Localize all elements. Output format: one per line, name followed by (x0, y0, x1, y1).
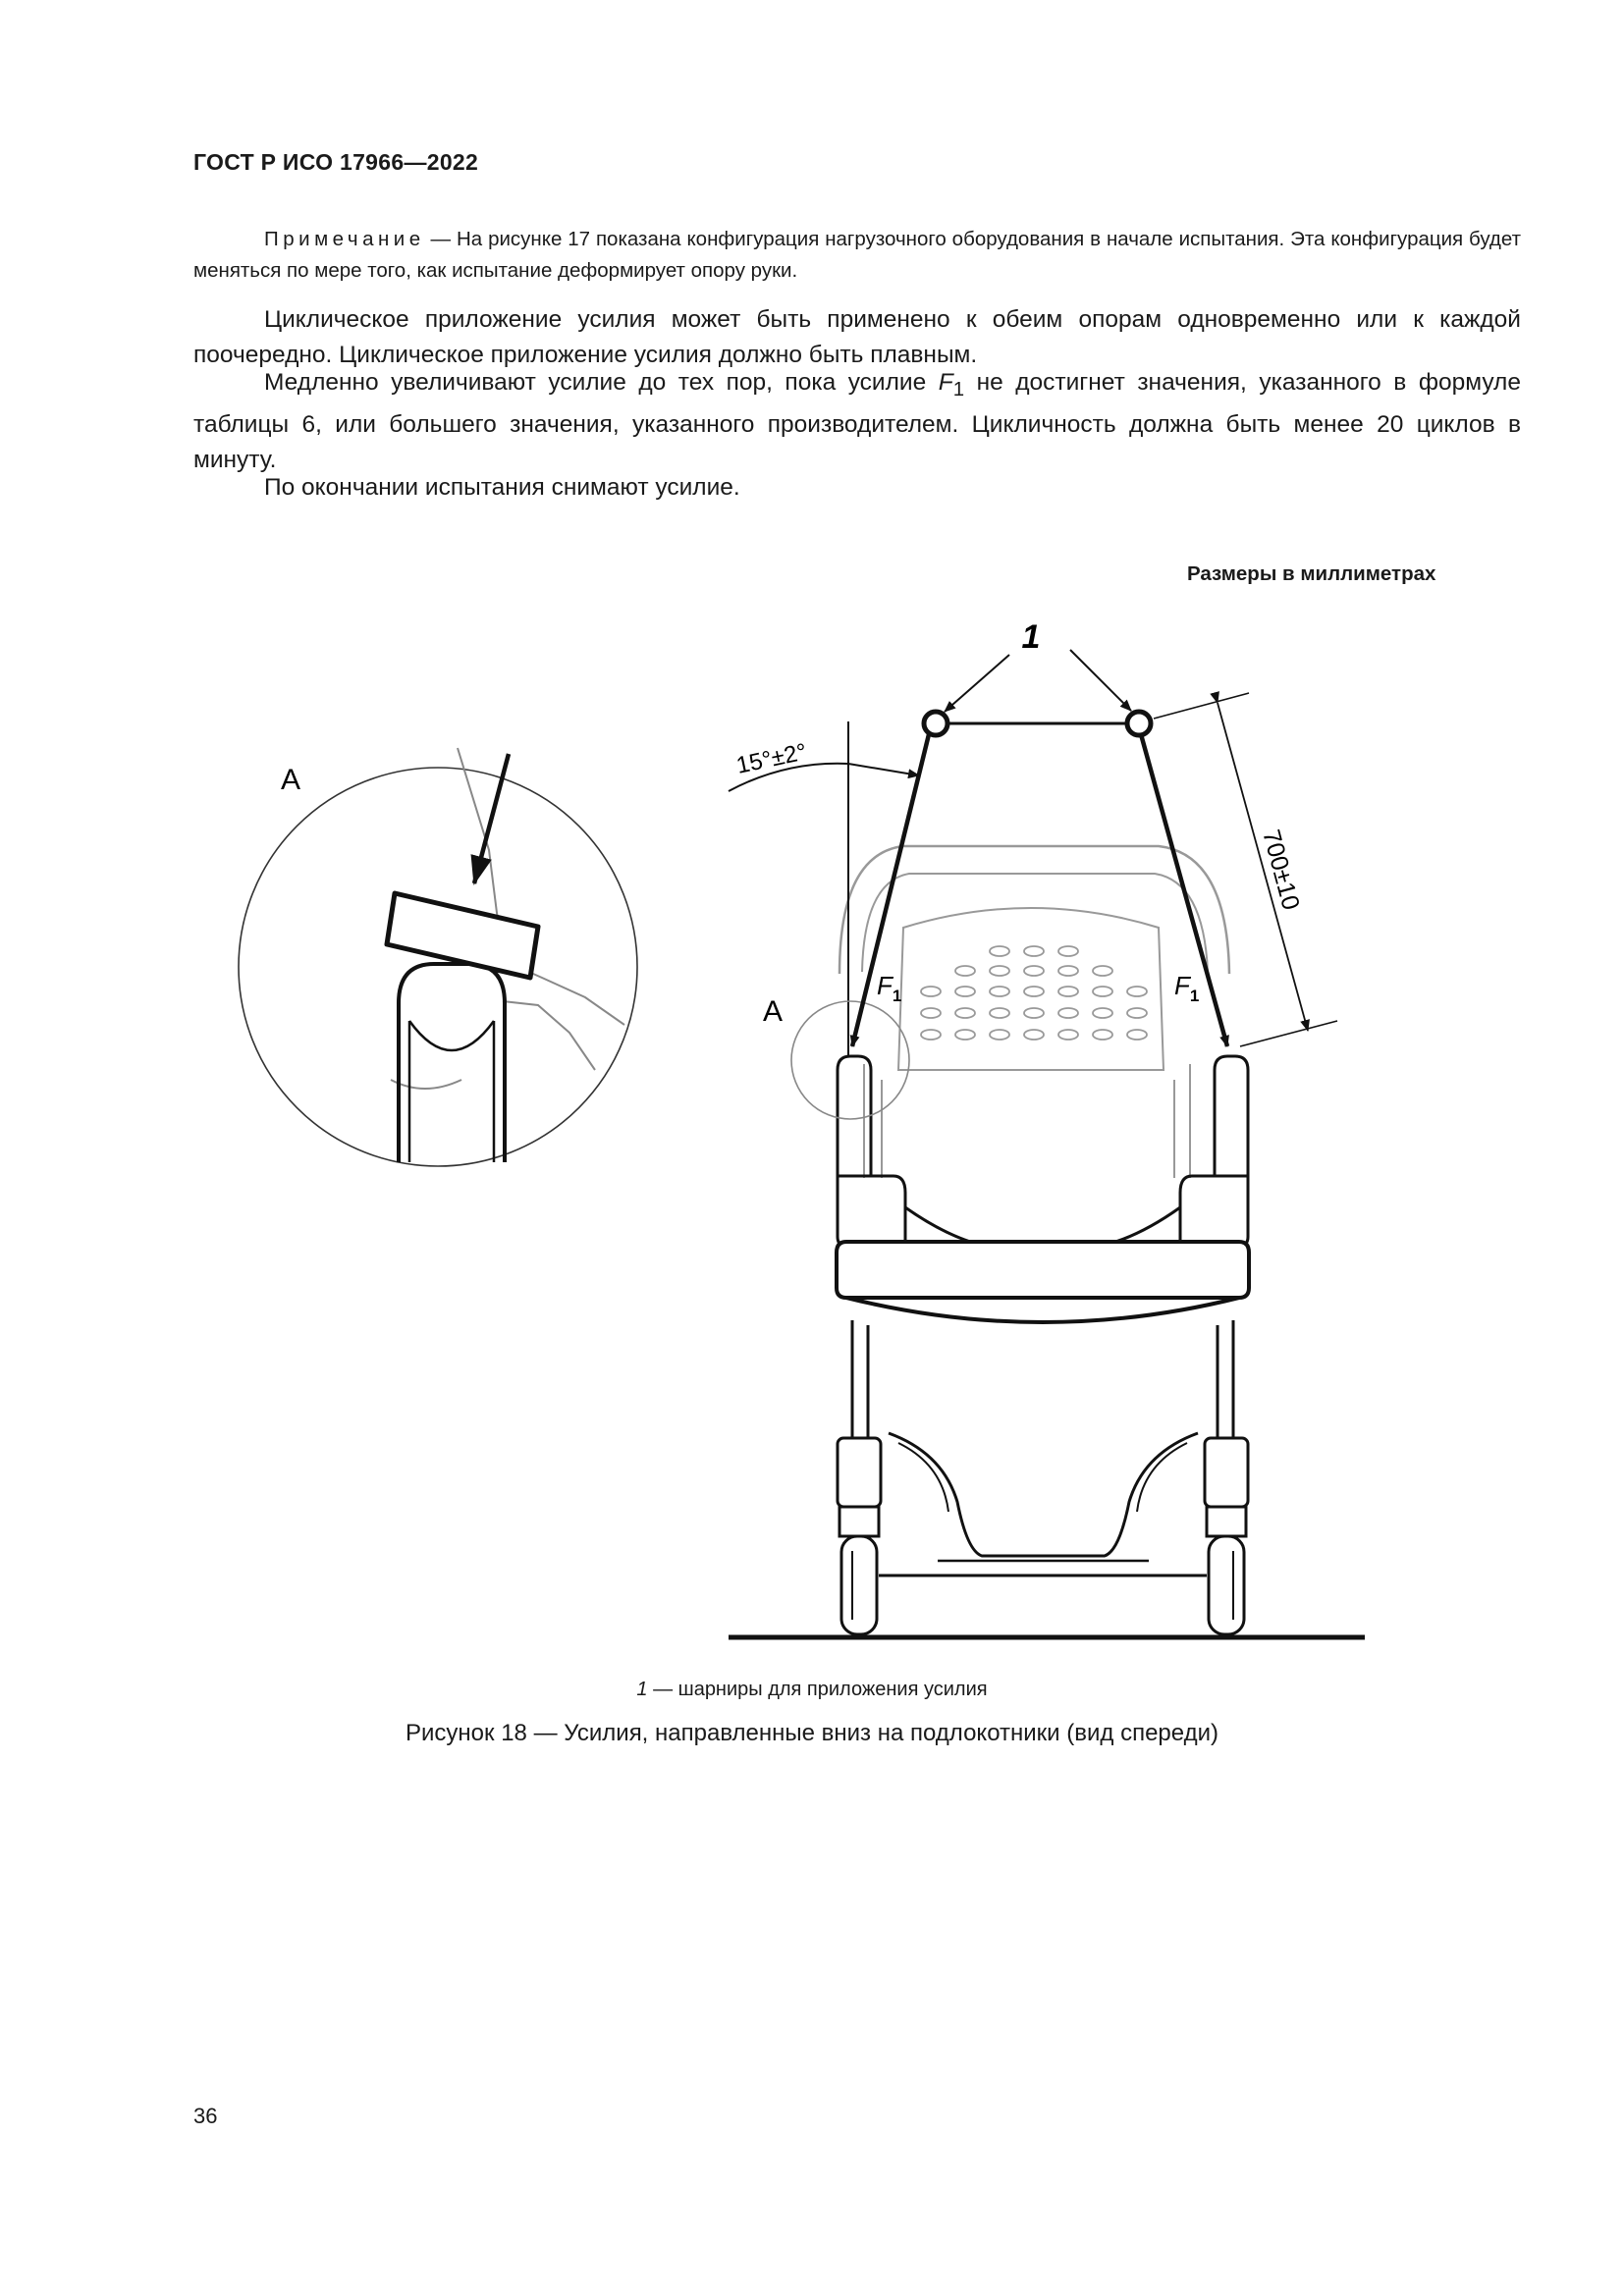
body-paragraph-3: По окончании испытания снимают усилие. (264, 474, 740, 501)
length-label: 700±10 (1257, 827, 1305, 913)
hinge-right (1127, 712, 1151, 735)
chair-front-view (837, 846, 1249, 1634)
callout-1-label: 1 (1021, 618, 1041, 656)
p2-force-subscript: 1 (952, 378, 965, 400)
note-text: — На рисунке 17 показана конфигурация нагрузочного оборудования в начале испытания. Эта конфигурация будет меняться по мере того, как испытание деформирует опору руки. (193, 228, 1521, 282)
page-number: 36 (193, 2104, 218, 2128)
figure-caption: Рисунок 18 — Усилия, направленные вниз на подлокотники (вид спереди) (406, 1720, 1218, 1746)
body-paragraph-1: Циклическое приложение усилия может быть применено к обеим опорам одновременно или к каждой поочередно. Циклическое приложение усилия должно быть плавным. (193, 306, 1521, 368)
force-label-right: $F_1$ (1174, 971, 1200, 1005)
legend-text: — шарниры для приложения усилия (647, 1679, 988, 1700)
force-label-left: $F_1$ (877, 971, 902, 1005)
extension-line-top (1154, 693, 1249, 719)
document-header: ГОСТ Р ИСО 17966—2022 (193, 149, 479, 175)
detail-a-marker-label: A (763, 995, 784, 1028)
angle-label: 15°±2° (733, 738, 810, 779)
p2-force-variable: F (938, 369, 953, 396)
p2-text-before: Медленно увеличивают усилие до тех пор, пока усилие (264, 369, 939, 396)
detail-a-marker-circle (791, 1001, 909, 1119)
extension-line-bottom (1240, 1021, 1337, 1046)
figure-legend (0, 1679, 1624, 1701)
callout-1-leader-right (1070, 650, 1131, 711)
hinge-left (924, 712, 947, 735)
angle-dimension-arrow (848, 764, 919, 775)
detail-a-label: A (281, 764, 301, 796)
note-label: Примечание (264, 228, 425, 250)
legend-number: 1 (636, 1679, 648, 1700)
callout-1-leader-left (945, 655, 1009, 712)
dimensions-caption: Размеры в миллиметрах (1187, 562, 1436, 585)
detail-a-view (239, 748, 637, 1166)
p2-text-after: не достигнет значения, указанного в формуле таблицы 6, или большего значения, указанного производителем. Цикличность должна быть менее 20 циклов в минуту. (193, 369, 1521, 473)
